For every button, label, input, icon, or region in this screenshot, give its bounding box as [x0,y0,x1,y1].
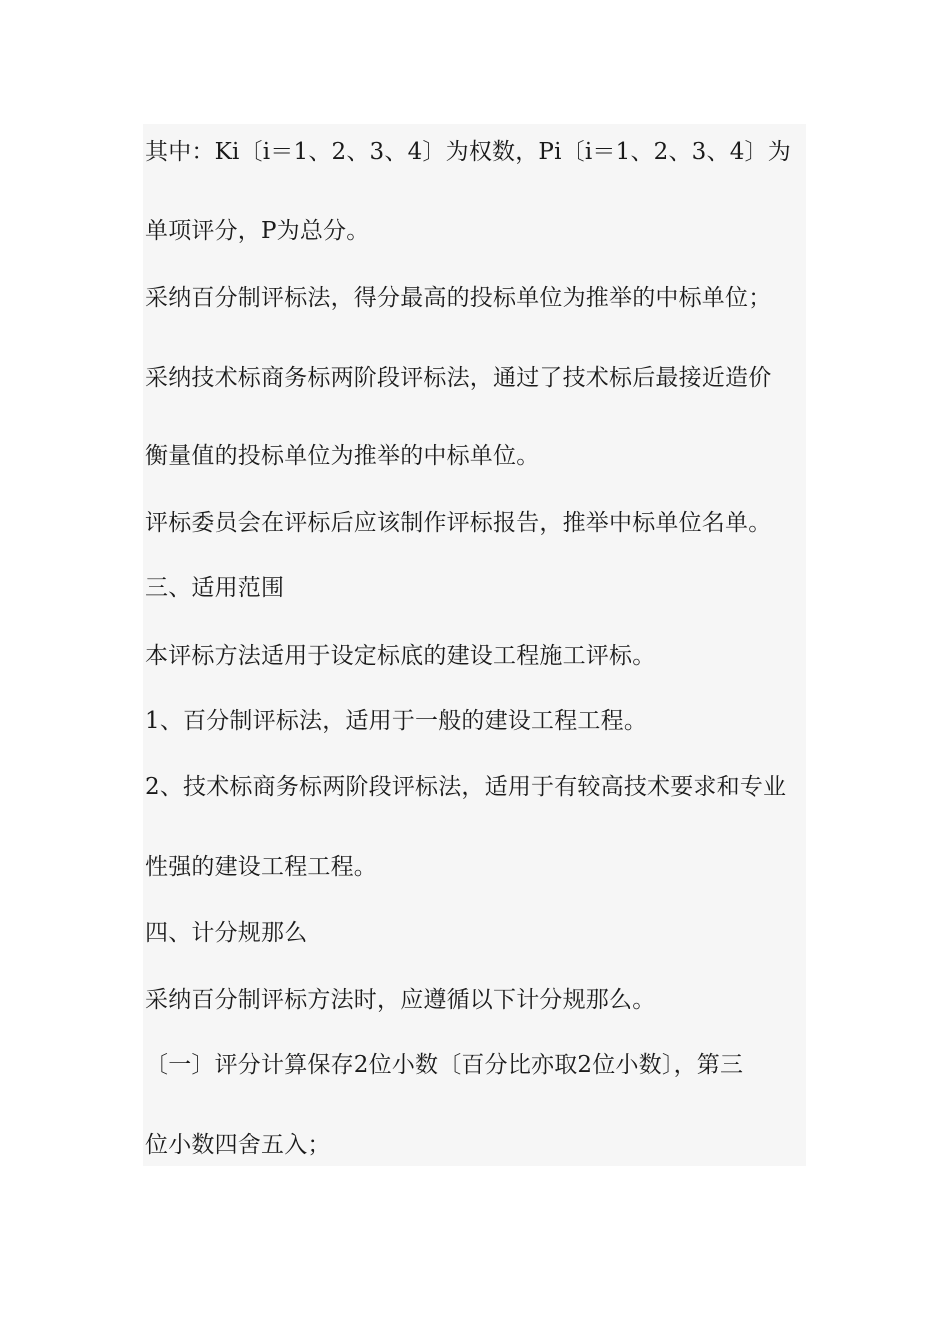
scope-item-2-line-1: 2、技术标商务标两阶段评标法，适用于有较高技术要求和专业 [145,774,787,800]
section-heading-scoring-rules: 四、计分规那么 [145,920,308,946]
committee-report-paragraph: 评标委员会在评标后应该制作评标报告，推举中标单位名单。 [145,510,772,536]
scoring-rule-1-line-1: 〔一〕评分计算保存2位小数〔百分比亦取2位小数〕，第三 [145,1052,744,1078]
formula-explanation-line-2: 单项评分，P为总分。 [145,218,370,244]
scope-item-1: 1、百分制评标法，适用于一般的建设工程工程。 [145,708,648,734]
percentage-method-rule: 采纳百分制评标法，得分最高的投标单位为推举的中标单位； [145,285,772,311]
scoring-rule-1-line-2: 位小数四舍五入； [145,1132,331,1158]
two-stage-method-rule-line-2: 衡量值的投标单位为推举的中标单位。 [145,443,540,469]
scope-item-2-line-2: 性强的建设工程工程。 [145,854,377,880]
scoring-rules-intro: 采纳百分制评标方法时，应遵循以下计分规那么。 [145,987,656,1013]
scope-paragraph: 本评标方法适用于设定标底的建设工程施工评标。 [145,643,656,669]
two-stage-method-rule-line-1: 采纳技术标商务标两阶段评标法，通过了技术标后最接近造价 [145,365,772,391]
section-heading-scope: 三、适用范围 [145,575,285,601]
formula-explanation-line-1: 其中：Ki〔i＝1、2、3、4〕为权数，Pi〔i＝1、2、3、4〕为 [145,139,791,165]
